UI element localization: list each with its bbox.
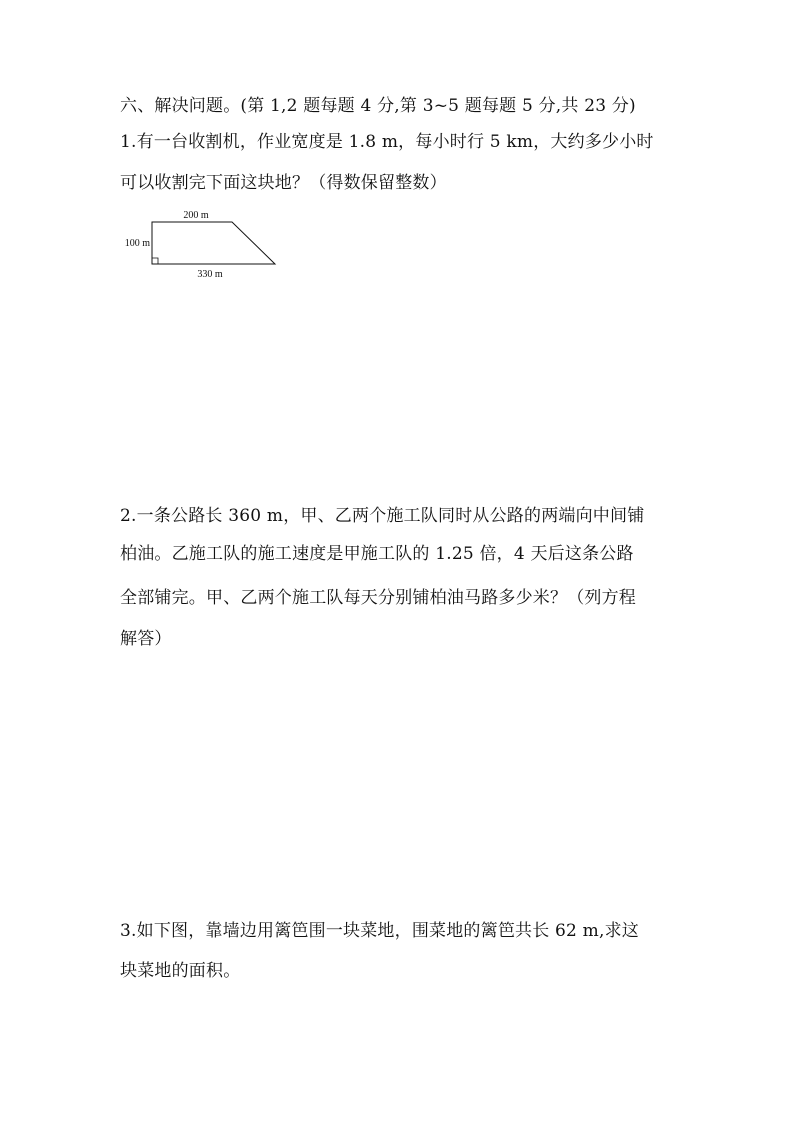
right-angle-mark (152, 258, 158, 264)
question-3-line-1: 3.如下图，靠墙边用篱笆围一块菜地，围菜地的篱笆共长 62 m,求这 (120, 921, 639, 941)
question-2-line-4: 解答） (120, 629, 172, 649)
question-2-line-1: 2.一条公路长 360 m，甲、乙两个施工队同时从公路的两端向中间铺 (120, 506, 645, 526)
question-3-line-2: 块菜地的面积。 (120, 961, 241, 981)
question-2-line-2: 柏油。乙施工队的施工速度是甲施工队的 1.25 倍，4 天后这条公路 (120, 544, 634, 564)
trapezoid-shape (152, 222, 275, 264)
bottom-side-label: 330 m (197, 269, 223, 280)
section-heading: 六、解决问题。(第 1,2 题每题 4 分,第 3~5 题每题 5 分,共 23 分) (120, 96, 636, 116)
top-side-label: 200 m (183, 210, 209, 221)
question-1-line-2: 可以收割完下面这块地？（得数保留整数） (120, 173, 447, 193)
question-2-line-3: 全部铺完。甲、乙两个施工队每天分别铺柏油马路多少米？（列方程 (120, 588, 636, 608)
trapezoid-field-figure (112, 205, 292, 285)
left-side-label: 100 m (124, 238, 150, 249)
question-1-line-1: 1.有一台收割机，作业宽度是 1.8 m，每小时行 5 km，大约多少小时 (120, 132, 654, 152)
